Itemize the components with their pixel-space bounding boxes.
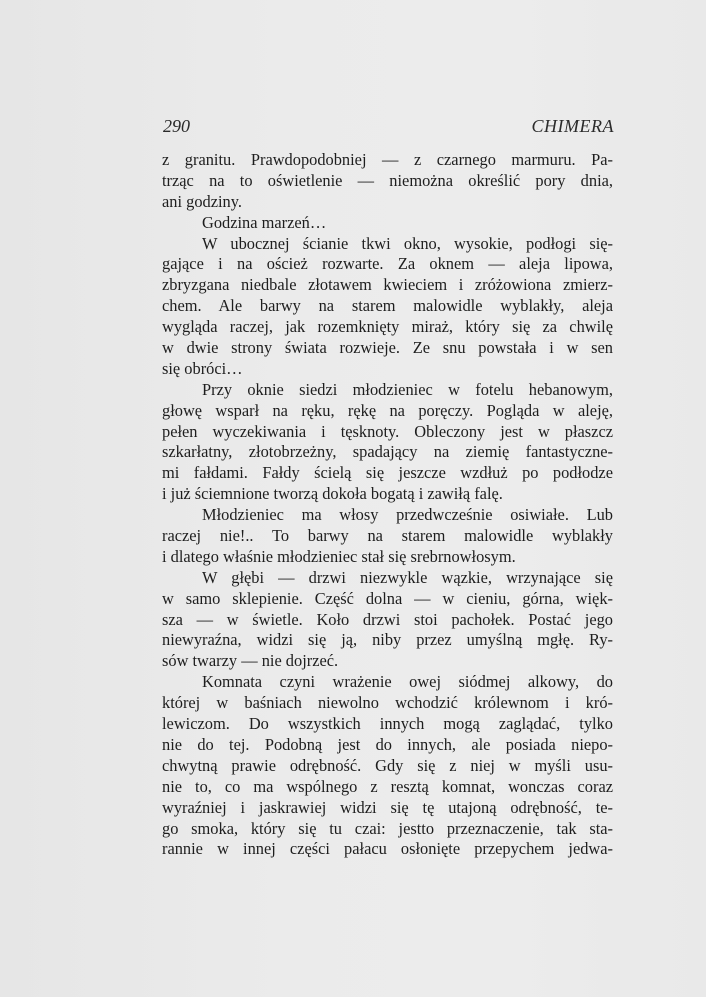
text-line: Godzina marzeń… [202,212,327,232]
text-line: sów twarzy — nie dojrzeć. [162,651,339,671]
text-line: ani godziny. [162,191,242,211]
text-line: nie do tej. Podobną jest do innych, ale posiada niepo- [162,734,613,754]
text-line: i już ściemnione tworzą dokoła bogatą i zawiłą falę. [162,484,503,504]
text-line: W ubocznej ścianie tkwi okno, wysokie, podłogi się- [202,233,613,253]
text-line: i dlatego właśnie młodzieniec stał się srebrnowłosym. [162,546,516,566]
text-line: chem. Ale barwy na starem malowidle wyblakły, aleja [162,296,613,316]
page-number: 290 [163,116,190,136]
text-line: której w baśniach niewolno wchodzić królewnom i kró- [162,693,613,713]
text-line: w dwie strony świata rozwieje. Ze snu powstała i w sen [162,338,613,358]
text-line: szkarłatny, złotobrzeżny, spadający na ziemię fantastyczne- [162,442,613,462]
text-line: zbryzgana niedbale złotawem kwieciem i zróżowiona zmierz- [162,275,613,295]
text-line: trząc na to oświetlenie — niemożna określić pory dnia, [162,170,613,190]
text-line: mi fałdami. Fałdy ścielą się jeszcze wzdłuż po podłodze [162,463,613,483]
text-line: go smoka, który się tu czai: jestto przeznaczenie, tak sta- [162,818,613,838]
text-line: niewyraźna, widzi się ją, niby przez umyślną mgłę. Ry- [162,630,613,650]
text-line: raczej nie!.. To barwy na starem malowidle wyblakły [162,526,613,546]
text-line: wygląda raczej, jak rozemknięty miraż, który się za chwilę [162,317,613,337]
text-line: głowę wsparł na ręku, rękę na poręczy. Pogląda w aleję, [162,400,613,420]
text-line: wyraźniej i jaskrawiej widzi się tę utajoną odrębność, te- [162,797,613,817]
text-line: z granitu. Prawdopodobniej — z czarnego marmuru. Pa- [162,150,613,169]
text-line: się obróci… [162,358,243,378]
text-line: w samo sklepienie. Część dolna — w cieniu, górna, więk- [162,588,613,608]
text-line: rannie w innej części pałacu osłonięte przepychem jedwa- [162,839,613,859]
text-line: chwytną prawie odrębność. Gdy się z niej w myśli usu- [162,755,613,775]
text-line: gające i na oścież rozwarte. Za oknem — aleja lipowa, [162,254,613,274]
text-line: lewiczom. Do wszystkich innych mogą zaglądać, tylko [162,714,613,734]
text-line: sza — w świetle. Koło drzwi stoi pachołek. Postać jego [162,609,613,629]
text-line: Komnata czyni wrażenie owej siódmej alkowy, do [202,672,613,692]
text-line: pełen wyczekiwania i tęsknoty. Obleczony jest w płaszcz [162,421,613,441]
text-line: Młodzieniec ma włosy przedwcześnie osiwiałe. Lub [202,505,613,525]
text-line: W głębi — drzwi niezwykle wązkie, wrzynające się [202,567,613,587]
text-line: nie to, co ma wspólnego z resztą komnat, wonczas coraz [162,776,613,796]
running-title: CHIMERA [531,116,614,136]
text-line: Przy oknie siedzi młodzieniec w fotelu hebanowym, [202,379,613,399]
body-text [162,150,613,860]
